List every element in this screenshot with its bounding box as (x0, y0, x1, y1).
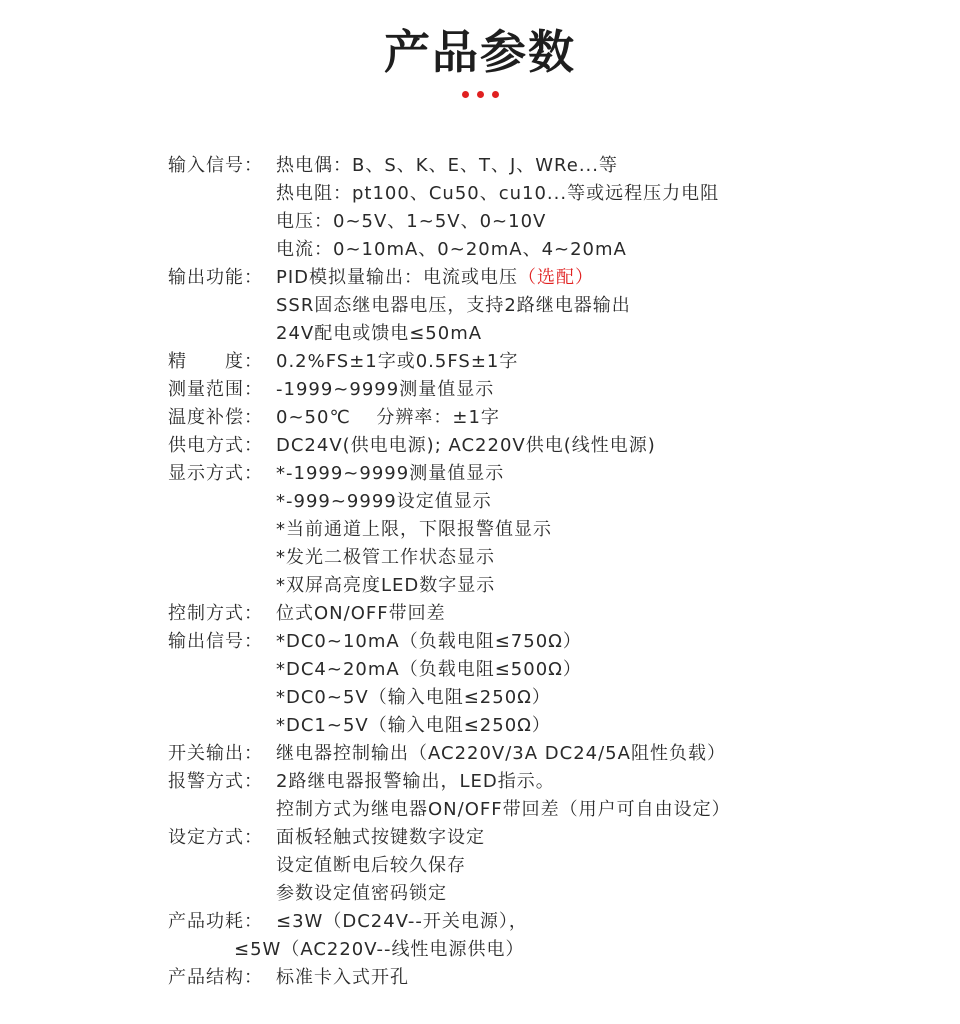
spec-value: 24V配电或馈电≤50mA (276, 323, 483, 344)
spec-value: 热电偶：B、S、K、E、T、J、WRe...等 (276, 155, 618, 176)
spec-value: 热电阻：pt100、Cu50、cu10...等或远程压力电阻 (276, 183, 720, 204)
spec-value: DC24V(供电电源); AC220V供电(线性电源) (276, 435, 656, 456)
spec-value: 电压：0~5V、1~5V、0~10V (276, 211, 547, 232)
spec-row-continuation (168, 852, 928, 880)
spec-row-continuation (168, 656, 928, 684)
spec-value: -1999~9999测量值显示 (276, 379, 495, 400)
spec-row-continuation (168, 880, 928, 908)
spec-list (168, 152, 928, 992)
spec-value: 控制方式为继电器ON/OFF带回差（用户可自由设定） (276, 799, 731, 820)
spec-value: *双屏高亮度LED数字显示 (276, 575, 496, 596)
spec-row-continuation (168, 488, 928, 516)
spec-row-power-consumption (168, 908, 928, 936)
spec-value: 位式ON/OFF带回差 (276, 603, 446, 624)
spec-row-accuracy (168, 348, 928, 376)
spec-row-control-mode (168, 600, 928, 628)
spec-value: *-999~9999设定值显示 (276, 491, 492, 512)
spec-row-structure (168, 964, 928, 992)
spec-value (276, 264, 928, 292)
spec-row-continuation (168, 684, 928, 712)
spec-row-continuation (168, 936, 928, 964)
spec-value: 0~50℃ 分辨率：±1字 (276, 407, 500, 428)
spec-label: 控制方式： (168, 603, 263, 624)
spec-value: *DC4~20mA（负载电阻≤500Ω） (276, 659, 582, 680)
spec-value: 标准卡入式开孔 (276, 967, 409, 988)
spec-row-continuation (168, 320, 928, 348)
spec-row-temp-comp (168, 404, 928, 432)
spec-label: 开关输出： (168, 743, 263, 764)
spec-value: ≤3W（DC24V--开关电源）， (276, 911, 528, 932)
spec-value: *当前通道上限，下限报警值显示 (276, 519, 552, 540)
spec-value: 继电器控制输出（AC220V/3A DC24/5A阻性负载） (276, 743, 726, 764)
optional-tag: （选配） (518, 267, 595, 288)
spec-row-alarm-mode (168, 768, 928, 796)
spec-row-input-signal (168, 152, 928, 180)
spec-row-continuation (168, 796, 928, 824)
decoration-dot (492, 91, 499, 98)
spec-label: 产品结构： (168, 967, 263, 988)
spec-row-continuation (168, 180, 928, 208)
spec-row-continuation (168, 208, 928, 236)
spec-value: 参数设定值密码锁定 (276, 883, 447, 904)
spec-value: ≤5W（AC220V--线性电源供电） (234, 939, 525, 960)
spec-row-display-mode (168, 460, 928, 488)
decoration-dot (477, 91, 484, 98)
spec-row-continuation (168, 516, 928, 544)
spec-label: 温度补偿： (168, 407, 263, 428)
title-decoration-dots (0, 91, 960, 98)
spec-value-main: PID模拟量输出：电流或电压 (276, 267, 519, 288)
spec-row-output-signal (168, 628, 928, 656)
spec-row-power-mode (168, 432, 928, 460)
decoration-dot (462, 91, 469, 98)
spec-value: 0.2%FS±1字或0.5FS±1字 (276, 351, 519, 372)
spec-value: *DC0~10mA（负载电阻≤750Ω） (276, 631, 582, 652)
spec-row-continuation (168, 292, 928, 320)
spec-label: 供电方式： (168, 435, 263, 456)
spec-row-continuation (168, 572, 928, 600)
spec-row-switch-output (168, 740, 928, 768)
spec-value: *-1999~9999测量值显示 (276, 463, 505, 484)
spec-label: 报警方式： (168, 771, 263, 792)
spec-row-measure-range (168, 376, 928, 404)
spec-row-continuation (168, 712, 928, 740)
spec-label: 输出功能： (168, 267, 263, 288)
spec-row-output-function (168, 264, 928, 292)
spec-label: 测量范围： (168, 379, 263, 400)
spec-label: 设定方式： (168, 827, 263, 848)
spec-row-continuation (168, 544, 928, 572)
spec-label: 产品功耗： (168, 911, 263, 932)
page-title: 产品参数 (384, 25, 576, 79)
spec-value: *DC1~5V（输入电阻≤250Ω） (276, 715, 551, 736)
spec-value: 设定值断电后较久保存 (276, 855, 466, 876)
spec-value: 2路继电器报警输出，LED指示。 (276, 771, 555, 792)
spec-value: SSR固态继电器电压，支持2路继电器输出 (276, 295, 631, 316)
spec-value: *发光二极管工作状态显示 (276, 547, 495, 568)
spec-value: 电流：0~10mA、0~20mA、4~20mA (276, 239, 627, 260)
spec-label: 输入信号： (168, 155, 263, 176)
spec-value: *DC0~5V（输入电阻≤250Ω） (276, 687, 551, 708)
spec-value: 面板轻触式按键数字设定 (276, 827, 485, 848)
spec-row-setting-mode (168, 824, 928, 852)
spec-label: 输出信号： (168, 631, 263, 652)
spec-row-continuation (168, 236, 928, 264)
spec-label: 精 度： (168, 351, 263, 372)
spec-label: 显示方式： (168, 463, 263, 484)
